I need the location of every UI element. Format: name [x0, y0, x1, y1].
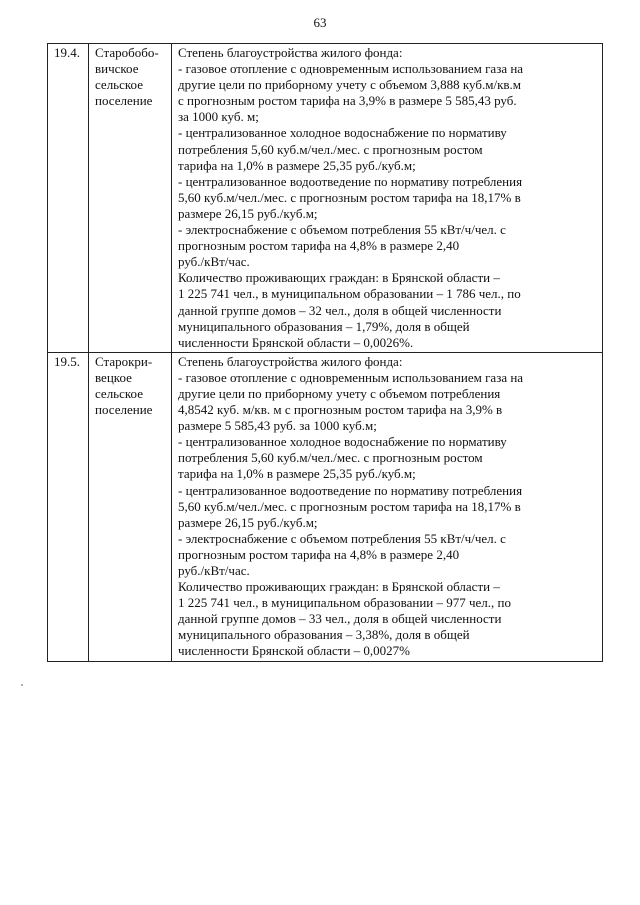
- description-line: - газовое отопление с одновременным использованием газа на: [178, 61, 524, 77]
- description-line: тарифа на 1,0% в размере 25,35 руб./куб.м;: [178, 157, 416, 173]
- description-line: Степень благоустройства жилого фонда:: [178, 353, 403, 369]
- description-line: 5,60 куб.м/чел./мес. с прогнозным ростом тарифа на 18,17% в: [178, 498, 521, 514]
- description-line: данной группе домов – 33 чел., доля в общей численности: [178, 611, 502, 627]
- settlement-description: [172, 352, 603, 661]
- description-line: Степень благоустройства жилого фонда:: [178, 45, 403, 60]
- row-number: 19.5.: [48, 352, 89, 661]
- description-line: 1 225 741 чел., в муниципальном образовании – 1 786 чел., по: [178, 286, 521, 302]
- description-line: 4,8542 куб. м/кв. м с прогнозным ростом тарифа на 3,9% в: [178, 402, 503, 418]
- description-line: потребления 5,60 куб.м/чел./мес. с прогнозным ростом: [178, 141, 483, 157]
- settlement-description: [172, 44, 603, 353]
- settlement-name: [89, 352, 172, 661]
- description-line: - электроснабжение с объемом потребления 55 кВт/ч/чел. с: [178, 222, 506, 238]
- description-line: другие цели по приборному учету с объемом потребления: [178, 385, 501, 401]
- description-line: другие цели по приборному учету с объемом 3,888 куб.м/кв.м: [178, 77, 522, 93]
- description-line: данной группе домов – 32 чел., доля в общей численности: [178, 302, 502, 318]
- description-line: 1 225 741 чел., в муниципальном образовании – 977 чел., по: [178, 595, 511, 611]
- description-line: - электроснабжение с объемом потребления 55 кВт/ч/чел. с: [178, 530, 506, 546]
- settlement-name-line: сельское: [95, 77, 143, 93]
- description-line: - централизованное холодное водоснабжение по нормативу: [178, 434, 507, 450]
- description-line: размере 26,15 руб./куб.м;: [178, 205, 318, 221]
- description-line: - газовое отопление с одновременным использованием газа на: [178, 369, 524, 385]
- description-line: - централизованное водоотведение по нормативу потребления: [178, 173, 523, 189]
- description-line: размере 5 585,43 руб. за 1000 куб.м;: [178, 418, 377, 434]
- settlement-name-line: вецкое: [95, 369, 132, 385]
- description-line: муниципального образования – 1,79%, доля в общей: [178, 318, 470, 334]
- description-line: прогнозным ростом тарифа на 4,8% в размере 2,40: [178, 546, 460, 562]
- description-line: за 1000 куб. м;: [178, 109, 259, 125]
- table-row: [48, 352, 603, 661]
- description-line: прогнозным ростом тарифа на 4,8% в размере 2,40: [178, 238, 460, 254]
- settlement-name-line: вичское: [95, 61, 139, 77]
- settlement-name-line: Старокри-: [95, 353, 153, 369]
- description-line: руб./кВт/час.: [178, 254, 250, 270]
- settlement-name-line: Старобобо-: [95, 45, 159, 60]
- description-line: Количество проживающих граждан: в Брянской области –: [178, 579, 500, 595]
- description-line: Количество проживающих граждан: в Брянской области –: [178, 270, 500, 286]
- description-line: - централизованное холодное водоснабжение по нормативу: [178, 125, 507, 141]
- description-line: тарифа на 1,0% в размере 25,35 руб./куб.м;: [178, 466, 416, 482]
- page-number: 63: [313, 15, 327, 30]
- row-number: 19.4.: [48, 44, 89, 353]
- description-line: - централизованное водоотведение по нормативу потребления: [178, 482, 523, 498]
- settlement-name: [89, 44, 172, 353]
- description-line: с прогнозным ростом тарифа на 3,9% в размере 5 585,43 руб.: [178, 93, 517, 109]
- settlement-name-line: сельское: [95, 385, 143, 401]
- description-line: руб./кВт/час.: [178, 563, 250, 578]
- description-line: размере 26,15 руб./куб.м;: [178, 514, 318, 530]
- settlements-table: [47, 43, 603, 662]
- description-line: численности Брянской области – 0,0026%.: [178, 334, 414, 350]
- scan-speck: [21, 684, 23, 686]
- settlement-name-line: поселение: [95, 93, 153, 109]
- description-line: муниципального образования – 3,38%, доля в общей: [178, 627, 470, 643]
- table-row: [48, 44, 603, 353]
- description-line: потребления 5,60 куб.м/чел./мес. с прогнозным ростом: [178, 450, 483, 466]
- description-line: 5,60 куб.м/чел./мес. с прогнозным ростом тарифа на 18,17% в: [178, 189, 521, 205]
- description-line: численности Брянской области – 0,0027%: [178, 643, 410, 659]
- settlement-name-line: поселение: [95, 402, 153, 418]
